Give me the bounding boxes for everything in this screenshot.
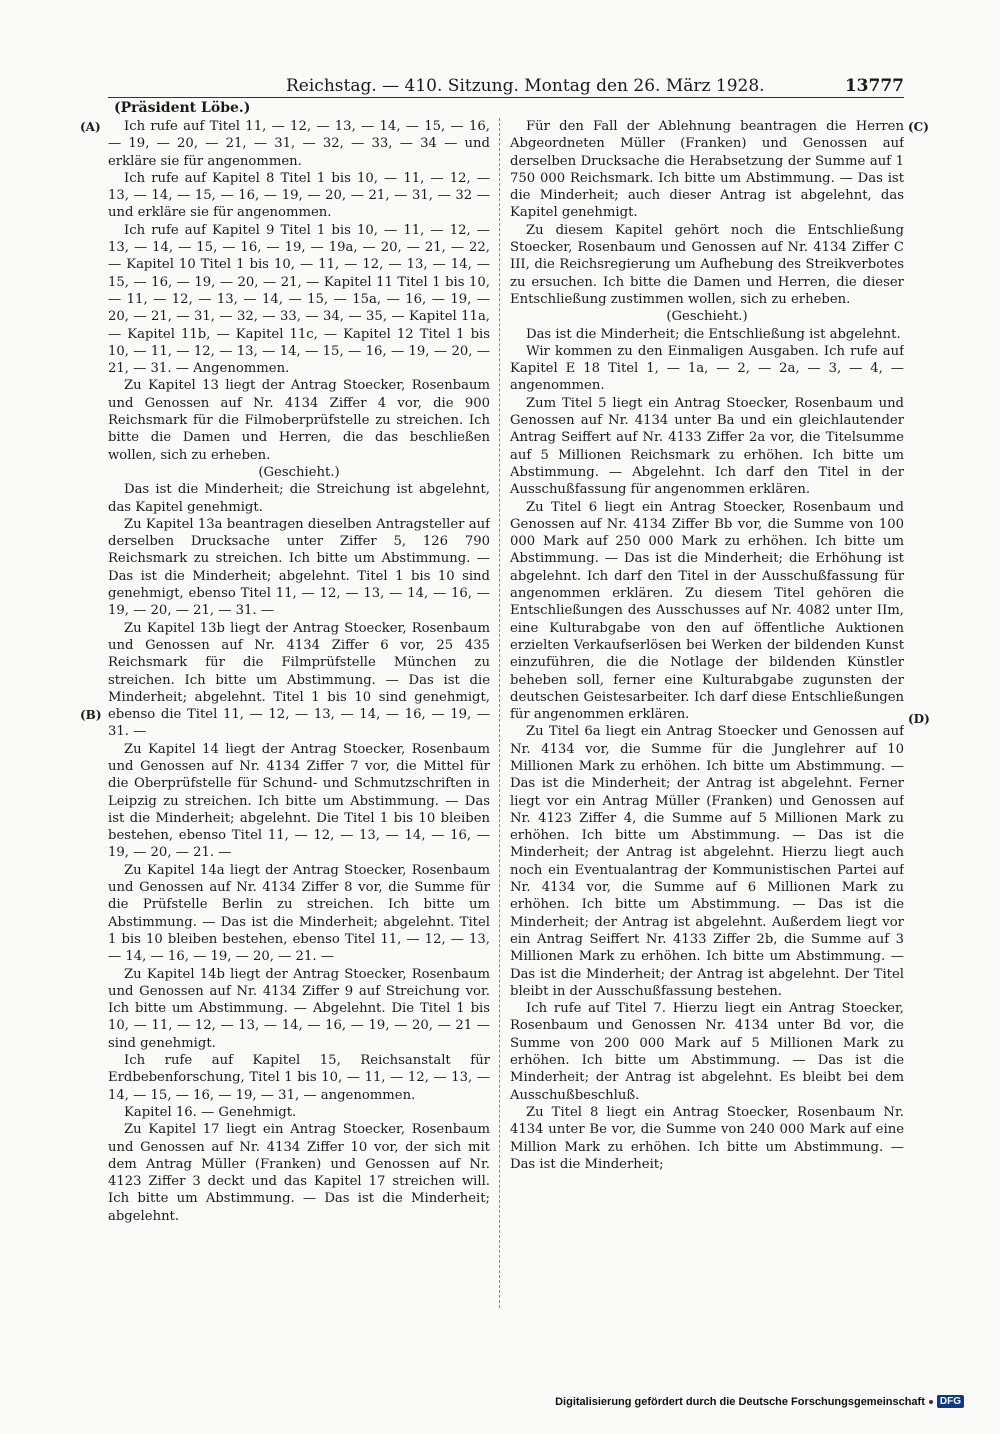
paragraph: Zu Kapitel 14a liegt der Antrag Stoecker, Rosenbaum und Genossen auf Nr. 4134 Ziffer 8 vor, die Summe für die Prüfstelle Berlin zu streichen. Ich bitte um Abstimmung. — Das ist die Minderheit; abgelehnt. Titel 1 bis 10 bleiben bestehen, ebenso Titel 11, — 12, — 13, — 14, — 16, — 19, — 20, — 21. —: [108, 862, 490, 965]
paragraph: Zu Kapitel 17 liegt ein Antrag Stoecker, Rosenbaum und Genossen auf Nr. 4134 Ziffer 10 vor, der sich mit dem Antrag Müller (Franken) und Genossen auf Nr. 4123 Ziffer 3 deckt und das Kapitel 17 streichen will. Ich bitte um Abstimmung. — Das ist die Minderheit; abgelehnt.: [108, 1122, 490, 1224]
paragraph: Ich rufe auf Titel 11, — 12, — 13, — 14, — 15, — 16, — 19, — 20, — 21, — 31, — 32, — 33, — 34 — und erkläre sie für angenommen.: [108, 119, 490, 169]
speaker-label: (Präsident Löbe.): [114, 100, 251, 116]
paragraph: Zu Titel 8 liegt ein Antrag Stoecker, Rosenbaum Nr. 4134 unter Be vor, die Summe von 240 000 Mark auf eine Million Mark zu erhöhen. Ich bitte um Abstimmung. — Das ist die Minderheit;: [510, 1104, 904, 1172]
paragraph: Zu diesem Kapitel gehört noch die Entschließung Stoecker, Rosenbaum und Genossen auf Nr. 4134 Ziffer C III, die Reichsregierung um Aufhebung des Streikverbotes zu ersuchen. Ich bitte die Damen und Herren, die dieser Entschließung zustimmen wollen, sich zu erheben.: [510, 222, 904, 307]
paragraph: Kapitel 16. — Genehmigt.: [124, 1104, 297, 1120]
paragraph: Zu Kapitel 14 liegt der Antrag Stoecker, Rosenbaum und Genossen auf Nr. 4134 Ziffer 7 vor, die Mittel für die Oberprüfstelle für Schund- und Schmutzschriften in Leipzig zu streichen. Ich bitte um Abstimmung. — Das ist die Minderheit; abgelehnt. Die Titel 1 bis 10 bleiben bestehen, ebenso Titel 11, — 12, — 13, — 14, — 16, — 19, — 20, — 21. —: [108, 741, 490, 861]
page-header: [108, 76, 904, 98]
paragraph: Ich rufe auf Kapitel 15, Reichsanstalt für Erdbebenforschung, Titel 1 bis 10, — 11, — 12, — 13, — 14, — 15, — 16, — 19, — 31, — angenommen.: [108, 1053, 490, 1103]
paragraph: Zu Kapitel 13 liegt der Antrag Stoecker, Rosenbaum und Genossen auf Nr. 4134 Ziffer 4 vor, die 900 Reichsmark für die Filmoberprüfstelle zu streichen. Ich bitte die Damen und Herren, die das beschließen wollen, sich zu erheben.: [108, 378, 490, 463]
right-column: [510, 118, 904, 1304]
margin-marker-b: (B): [80, 708, 102, 722]
paragraph: Zu Kapitel 14b liegt der Antrag Stoecker, Rosenbaum und Genossen auf Nr. 4134 Ziffer 9 auf Streichung vor. Ich bitte um Abstimmung. — Abgelehnt. Die Titel 1 bis 10, — 11, — 12, — 13, — 14, — 16, — 19, — 20, — 21 — sind genehmigt.: [108, 966, 490, 1051]
paragraph: Zu Kapitel 13b liegt der Antrag Stoecker, Rosenbaum und Genossen auf Nr. 4134 Ziffer 6 vor, 25 435 Reichsmark für die Filmprüfstelle München zu streichen. Ich bitte um Abstimmung. — Das ist die Minderheit; abgelehnt. Titel 1 bis 10 sind genehmigt, ebenso die Titel 11, — 12, — 13, — 14, — 16, — 19, — 31. —: [108, 620, 490, 740]
margin-marker-d: (D): [908, 712, 930, 726]
dfg-logo-icon: DFG: [937, 1395, 964, 1408]
paragraph: Ich rufe auf Kapitel 8 Titel 1 bis 10, — 11, — 12, — 13, — 14, — 15, — 16, — 19, — 20, — 21, — 31, — 32 — und erkläre sie für angenommen.: [108, 170, 490, 221]
margin-marker-c: (C): [908, 120, 929, 134]
margin-marker-a: (A): [80, 120, 101, 134]
paragraph: Das ist die Minderheit; die Entschließung ist abgelehnt.: [526, 326, 901, 342]
paragraph: Ich rufe auf Kapitel 9 Titel 1 bis 10, — 11, — 12, — 13, — 14, — 15, — 16, — 19, — 19a, — 20, — 21, — 22, — Kapitel 10 Titel 1 bis 10, — 11, — 12, — 13, — 14, — 15, — 16, — 19, — 20, — 21, — Kapitel 11 Titel 1 bis 10, — 11, — 12, — 13, — 14, — 15, — 15a, — 16, — 19, — 20, — 21, — 31, — 32, — 33, — 34, — 35, — Kapitel 11a, — Kapitel 11b, — Kapitel 11c, — Kapitel 12 Titel 1 bis 10, — 11, — 12, — 13, — 14, — 15, — 16, — 19, — 20, — 21, — 31. — Angenommen.: [108, 222, 490, 377]
column-divider: [499, 118, 500, 1308]
header-rule: [108, 97, 904, 98]
stage-direction: (Geschieht.): [258, 464, 340, 480]
paragraph: Zu Kapitel 13a beantragen dieselben Antragsteller auf derselben Drucksache unter Ziffer 5, 126 790 Reichsmark zu streichen. Ich bitte um Abstimmung. — Das ist die Minderheit; abgelehnt. Titel 1 bis 10 sind genehmigt, ebenso Titel 11, — 12, — 13, — 14, — 16, — 19, — 20, — 21, — 31. —: [108, 516, 490, 619]
paragraph: Zum Titel 5 liegt ein Antrag Stoecker, Rosenbaum und Genossen auf Nr. 4134 unter Ba und ein gleichlautender Antrag Seiffert auf Nr. 4133 Ziffer 2a vor, die Titelsumme auf 5 Millionen Reichsmark zu erhöhen. Ich bitte um Abstimmung. — Abgelehnt. Ich darf den Titel in der Ausschußfassung für angenommen erklären.: [510, 395, 904, 498]
page-number: 13777: [844, 76, 904, 96]
paragraph: Wir kommen zu den Einmaligen Ausgaben. Ich rufe auf Kapitel E 18 Titel 1, — 1a, — 2, — 2a, — 3, — 4, — angenommen.: [510, 343, 904, 394]
paragraph: Zu Titel 6 liegt ein Antrag Stoecker, Rosenbaum und Genossen auf Nr. 4134 Ziffer Bb vor, die Summe von 100 000 Mark auf 250 000 Mark zu erhöhen. Ich bitte um Abstimmung. — Das ist die Minderheit; die Erhöhung ist abgelehnt. Ich darf den Titel in der Ausschußfassung für angenommen erklären. Zu diesem Titel gehören die Entschließungen des Ausschusses auf Nr. 4082 unter IIm, eine Kulturabgabe von den auf öffentliche Auktionen erzielten Verkaufserlösen bei Werken der bildenden Kunst einzuführen, die die Notlage der bildenden Künstler beheben soll, ferner eine Kulturabgabe zugunsten der deutschen Geistesarbeiter. Ich darf diese Entschließungen für angenommen erklären.: [510, 499, 904, 723]
paragraph: Ich rufe auf Titel 7. Hierzu liegt ein Antrag Stoecker, Rosenbaum und Genossen Nr. 4134 unter Bd vor, die Summe von 200 000 Mark auf 5 Millionen Mark zu erhöhen. Ich bitte um Abstimmung. — Das ist die Minderheit; der Antrag ist abgelehnt. Es bleibt bei dem Ausschußbeschluß.: [510, 1001, 904, 1103]
bullet-icon: [929, 1400, 933, 1404]
digitization-footer: [555, 1395, 964, 1408]
running-head: Reichstag. — 410. Sitzung. Montag den 26. März 1928.: [286, 76, 765, 96]
paragraph: Für den Fall der Ablehnung beantragen die Herren Abgeordneten Müller (Franken) und Genossen auf derselben Drucksache die Herabsetzung der Summe auf 1 750 000 Reichsmark. Ich bitte um Abstimmung. — Das ist die Minderheit; auch dieser Antrag ist abgelehnt, das Kapitel genehmigt.: [510, 119, 904, 221]
stage-direction: (Geschieht.): [666, 309, 748, 325]
footer-text: Digitalisierung gefördert durch die Deutsche Forschungsgemeinschaft: [555, 1395, 925, 1408]
paragraph: Das ist die Minderheit; die Streichung ist abgelehnt, das Kapitel genehmigt.: [108, 482, 490, 515]
left-column: [108, 118, 490, 1304]
paragraph: Zu Titel 6a liegt ein Antrag Stoecker und Genossen auf Nr. 4134 vor, die Summe für die Junglehrer auf 10 Millionen Mark zu erhöhen. Ich bitte um Abstimmung. — Das ist die Minderheit; der Antrag ist abgelehnt. Ferner liegt vor ein Antrag Müller (Franken) und Genossen auf Nr. 4123 Ziffer 4, die Summe auf 5 Millionen Mark zu erhöhen. Ich bitte um Abstimmung. — Das ist die Minderheit; der Antrag ist abgelehnt. Hierzu liegt auch noch ein Eventualantrag der Kommunistischen Partei auf Nr. 4134 vor, die Summe auf 6 Millionen Mark zu erhöhen. Ich bitte um Abstimmung. — Das ist die Minderheit; der Antrag ist abgelehnt. Außerdem liegt vor ein Antrag Seiffert Nr. 4133 Ziffer 2b, die Summe auf 3 Millionen Mark zu erhöhen. Ich bitte um Abstimmung. — Das ist die Minderheit; der Antrag ist abgelehnt. Der Titel bleibt in der Ausschußfassung bestehen.: [510, 724, 904, 999]
